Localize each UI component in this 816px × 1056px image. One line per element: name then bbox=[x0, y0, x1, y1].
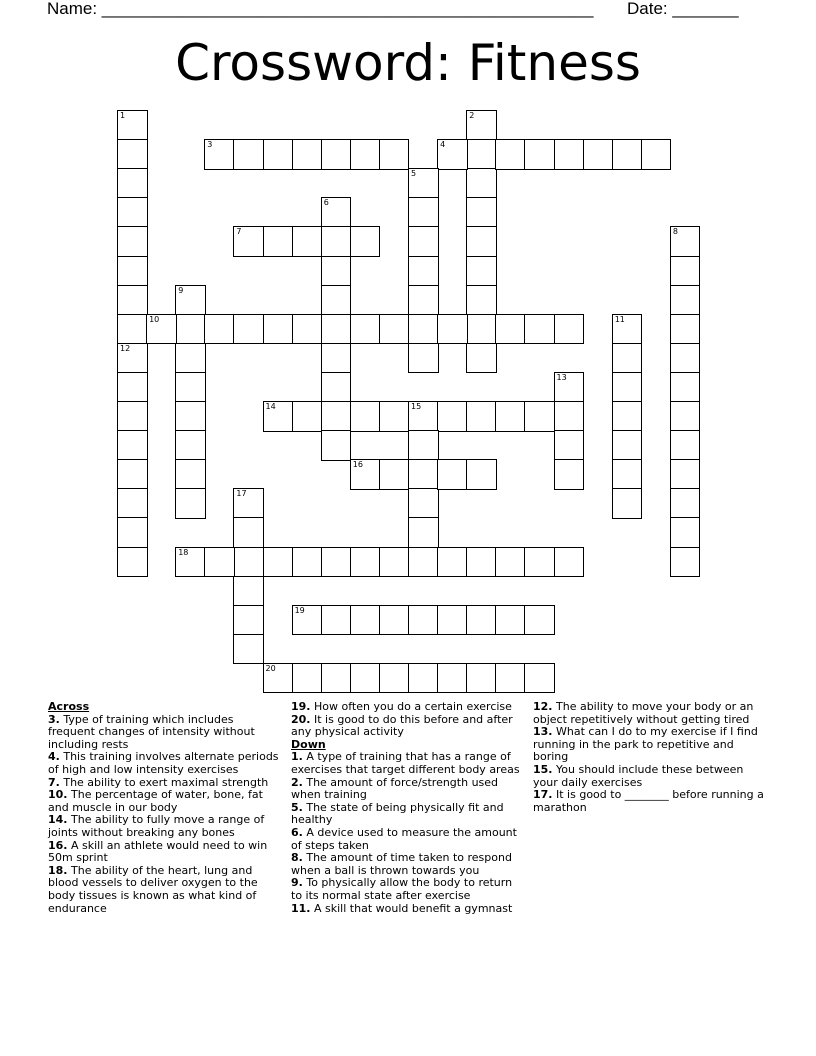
grid-cell[interactable] bbox=[408, 488, 439, 519]
grid-cell[interactable] bbox=[117, 168, 148, 199]
grid-cell[interactable] bbox=[670, 285, 701, 316]
grid-cell[interactable] bbox=[321, 285, 352, 316]
grid-cell[interactable] bbox=[524, 605, 555, 636]
grid-cell[interactable] bbox=[175, 430, 206, 461]
grid-cell[interactable] bbox=[379, 547, 410, 578]
grid-cell[interactable] bbox=[466, 285, 497, 316]
grid-cell[interactable] bbox=[175, 285, 206, 316]
clue-number: 12 bbox=[120, 343, 131, 353]
grid-cell[interactable] bbox=[233, 226, 264, 257]
grid-cell[interactable] bbox=[233, 576, 264, 607]
grid-cell[interactable] bbox=[612, 459, 643, 490]
grid-cell[interactable] bbox=[292, 401, 323, 432]
page-title: Crossword: Fitness bbox=[175, 34, 641, 92]
clue-number: 20 bbox=[265, 663, 276, 673]
grid-cell[interactable] bbox=[204, 314, 235, 345]
clue-number: 17 bbox=[236, 489, 247, 499]
grid-cell[interactable] bbox=[233, 605, 264, 636]
grid-cell[interactable] bbox=[612, 430, 643, 461]
grid-cell[interactable] bbox=[466, 110, 497, 141]
grid-cell[interactable] bbox=[670, 343, 701, 374]
grid-cell[interactable] bbox=[117, 459, 148, 490]
grid-cell[interactable] bbox=[408, 256, 439, 287]
clue-number: 11 bbox=[614, 314, 625, 324]
grid-cell[interactable] bbox=[263, 226, 294, 257]
clues-column-3 bbox=[533, 701, 769, 814]
grid-cell[interactable] bbox=[292, 314, 323, 345]
grid-cell[interactable] bbox=[495, 663, 526, 694]
grid-cell[interactable] bbox=[292, 139, 323, 170]
grid-cell[interactable] bbox=[117, 197, 148, 228]
grid-cell[interactable] bbox=[670, 488, 701, 519]
grid-cell[interactable] bbox=[466, 547, 497, 578]
grid-cell[interactable] bbox=[117, 401, 148, 432]
grid-cell[interactable] bbox=[466, 256, 497, 287]
grid-cell[interactable] bbox=[466, 197, 497, 228]
grid-cell[interactable] bbox=[495, 314, 526, 345]
grid-cell[interactable] bbox=[292, 226, 323, 257]
grid-cell[interactable] bbox=[321, 605, 352, 636]
grid-cell[interactable] bbox=[524, 401, 555, 432]
clue-down-11: 11. A skill that would benefit a gymnast bbox=[291, 901, 513, 915]
grid-cell[interactable] bbox=[350, 663, 381, 694]
grid-cell[interactable] bbox=[117, 430, 148, 461]
grid-cell[interactable] bbox=[350, 547, 381, 578]
grid-cell[interactable] bbox=[379, 401, 410, 432]
grid-cell[interactable] bbox=[408, 226, 439, 257]
clue-number: 2 bbox=[469, 111, 475, 120]
grid-cell[interactable] bbox=[524, 139, 555, 170]
grid-cell[interactable] bbox=[408, 401, 439, 432]
grid-cell[interactable] bbox=[408, 314, 439, 345]
grid-cell[interactable] bbox=[117, 547, 148, 578]
across-heading: Across bbox=[48, 700, 90, 713]
grid-cell[interactable] bbox=[612, 314, 643, 345]
grid-cell[interactable] bbox=[117, 517, 148, 548]
grid-cell[interactable] bbox=[408, 605, 439, 636]
grid-cell[interactable] bbox=[437, 459, 468, 490]
grid-cell[interactable] bbox=[263, 314, 294, 345]
grid-cell[interactable] bbox=[117, 343, 148, 374]
grid-cell[interactable] bbox=[321, 430, 352, 461]
grid-cell[interactable] bbox=[408, 459, 439, 490]
grid-cell[interactable] bbox=[350, 314, 381, 345]
grid-cell[interactable] bbox=[117, 226, 148, 257]
clue-down-9: 9. To physically allow the body to return to its normal state after exercise bbox=[291, 876, 513, 902]
clue-across-16: 16. A skill an athlete would need to win 50m sprint bbox=[48, 838, 268, 865]
grid-cell[interactable] bbox=[233, 547, 264, 578]
grid-cell[interactable] bbox=[117, 256, 148, 287]
grid-cell[interactable] bbox=[263, 663, 294, 694]
clue-number: 19 bbox=[294, 605, 305, 615]
grid-cell[interactable] bbox=[321, 314, 352, 345]
grid-cell[interactable] bbox=[466, 139, 497, 170]
clue-number: 5 bbox=[411, 169, 417, 179]
grid-cell[interactable] bbox=[670, 459, 701, 490]
grid-cell[interactable] bbox=[321, 197, 352, 228]
grid-cell[interactable] bbox=[524, 547, 555, 578]
clue-across-19: 19. How often you do a certain exercise bbox=[291, 700, 512, 713]
grid-cell[interactable] bbox=[175, 343, 206, 374]
clue-down-6: 6. A device used to measure the amount of steps taken bbox=[291, 825, 517, 852]
down-heading: Down bbox=[291, 737, 326, 751]
clue-down-5: 5. The state of being physically fit and healthy bbox=[291, 800, 504, 827]
grid-cell[interactable] bbox=[495, 605, 526, 636]
clue-number: 4 bbox=[440, 140, 446, 150]
grid-cell[interactable] bbox=[175, 547, 206, 578]
grid-cell[interactable] bbox=[495, 401, 526, 432]
grid-cell[interactable] bbox=[524, 314, 555, 345]
grid-cell[interactable] bbox=[408, 197, 439, 228]
clue-across-4: 4. This training involves alternate periods of high and low intensity exercises bbox=[48, 750, 279, 776]
grid-cell[interactable] bbox=[321, 139, 352, 170]
clue-across-10: 10. The percentage of water, bone, fat and muscle in our body bbox=[48, 788, 263, 814]
grid-cell[interactable] bbox=[117, 372, 148, 403]
grid-cell[interactable] bbox=[466, 663, 497, 694]
grid-cell[interactable] bbox=[495, 547, 526, 578]
grid-cell[interactable] bbox=[204, 547, 235, 578]
grid-cell[interactable] bbox=[466, 343, 497, 374]
grid-cell[interactable] bbox=[437, 401, 468, 432]
grid-cell[interactable] bbox=[437, 139, 468, 170]
clue-across-18: 18. The ability of the heart, lung and blood vessels to deliver oxygen to the body tissues is known as what kind of endurance bbox=[48, 863, 258, 915]
grid-cell[interactable] bbox=[670, 314, 701, 345]
grid-cell[interactable] bbox=[175, 488, 206, 519]
grid-cell[interactable] bbox=[379, 139, 410, 170]
grid-cell[interactable] bbox=[146, 314, 177, 345]
clue-number: 13 bbox=[556, 372, 567, 382]
grid-cell[interactable] bbox=[612, 401, 643, 432]
grid-cell[interactable] bbox=[350, 226, 381, 257]
grid-cell[interactable] bbox=[466, 401, 497, 432]
grid-cell[interactable] bbox=[641, 139, 672, 170]
clues-column-2 bbox=[291, 701, 523, 915]
grid-cell[interactable] bbox=[495, 139, 526, 170]
grid-cell[interactable] bbox=[321, 226, 352, 257]
grid-cell[interactable] bbox=[117, 285, 148, 316]
grid-cell[interactable] bbox=[175, 372, 206, 403]
clue-down-2: 2. The amount of force/strength used when training bbox=[291, 775, 499, 802]
grid-cell[interactable] bbox=[554, 547, 585, 578]
grid-cell[interactable] bbox=[554, 372, 585, 403]
grid-cell[interactable] bbox=[175, 401, 206, 432]
grid-cell[interactable] bbox=[350, 605, 381, 636]
grid-cell[interactable] bbox=[670, 256, 701, 287]
clue-number: 16 bbox=[352, 460, 363, 470]
grid-cell[interactable] bbox=[554, 401, 585, 432]
grid-cell[interactable] bbox=[583, 139, 614, 170]
clue-down-17: 17. It is good to ________ before running a marathon bbox=[533, 788, 764, 814]
grid-cell[interactable] bbox=[612, 488, 643, 519]
clue-number: 7 bbox=[236, 227, 242, 237]
grid-cell[interactable] bbox=[321, 663, 352, 694]
grid-cell[interactable] bbox=[292, 663, 323, 694]
grid-cell[interactable] bbox=[437, 314, 468, 345]
grid-cell[interactable] bbox=[466, 605, 497, 636]
grid-cell[interactable] bbox=[554, 314, 585, 345]
clue-number: 8 bbox=[672, 227, 678, 237]
grid-cell[interactable] bbox=[233, 488, 264, 519]
clue-down-15: 15. You should include these between your daily exercises bbox=[533, 762, 744, 789]
grid-cell[interactable] bbox=[233, 314, 264, 345]
grid-cell[interactable] bbox=[466, 314, 497, 345]
grid-cell[interactable] bbox=[321, 343, 352, 374]
grid-cell[interactable] bbox=[408, 547, 439, 578]
grid-cell[interactable] bbox=[612, 343, 643, 374]
grid-cell[interactable] bbox=[292, 605, 323, 636]
clue-number: 14 bbox=[265, 402, 276, 411]
clue-number: 10 bbox=[149, 314, 160, 324]
grid-cell[interactable] bbox=[670, 226, 701, 257]
grid-cell[interactable] bbox=[408, 168, 439, 199]
grid-cell[interactable] bbox=[263, 547, 294, 578]
grid-cell[interactable] bbox=[263, 139, 294, 170]
clue-down-13: 13. What can I do to my exercise if I find running in the park to repetitive and boring bbox=[533, 725, 758, 764]
clue-across-7: 7. The ability to exert maximal strength bbox=[48, 775, 269, 789]
clue-down-8: 8. The amount of time taken to respond when a ball is thrown towards you bbox=[291, 851, 512, 877]
clues-column-1 bbox=[48, 701, 280, 915]
grid-cell[interactable] bbox=[437, 547, 468, 578]
grid-cell[interactable] bbox=[437, 605, 468, 636]
clue-across-20: 20. It is good to do this before and after any physical activity bbox=[291, 712, 513, 739]
date-field[interactable]: Date: _______ bbox=[627, 0, 739, 18]
name-field[interactable]: Name: ____________________________________________________ bbox=[47, 0, 594, 18]
grid-cell[interactable] bbox=[175, 314, 206, 345]
grid-cell[interactable] bbox=[408, 517, 439, 548]
grid-cell[interactable] bbox=[117, 314, 148, 345]
grid-cell[interactable] bbox=[379, 314, 410, 345]
grid-cell[interactable] bbox=[350, 401, 381, 432]
grid-cell[interactable] bbox=[554, 139, 585, 170]
grid-cell[interactable] bbox=[263, 401, 294, 432]
grid-cell[interactable] bbox=[670, 517, 701, 548]
grid-cell[interactable] bbox=[321, 256, 352, 287]
grid-cell[interactable] bbox=[292, 547, 323, 578]
clue-number: 6 bbox=[323, 198, 329, 208]
grid-cell[interactable] bbox=[466, 168, 497, 199]
grid-cell[interactable] bbox=[670, 401, 701, 432]
grid-cell[interactable] bbox=[350, 459, 381, 490]
clue-number: 9 bbox=[178, 285, 184, 295]
grid-cell[interactable] bbox=[408, 343, 439, 374]
grid-cell[interactable] bbox=[117, 488, 148, 519]
grid-cell[interactable] bbox=[524, 663, 555, 694]
clue-number: 15 bbox=[411, 402, 422, 411]
grid-cell[interactable] bbox=[408, 430, 439, 461]
grid-cell[interactable] bbox=[379, 459, 410, 490]
grid-cell[interactable] bbox=[554, 459, 585, 490]
clue-across-14: 14. The ability to fully move a range of joints without breaking any bones bbox=[48, 813, 265, 839]
grid-cell[interactable] bbox=[117, 139, 148, 170]
grid-cell[interactable] bbox=[117, 110, 148, 141]
clue-number: 18 bbox=[178, 547, 189, 557]
grid-cell[interactable] bbox=[233, 517, 264, 548]
grid-cell[interactable] bbox=[466, 459, 497, 490]
clue-across-3: 3. Type of training which includes frequent changes of intensity without including rests bbox=[48, 712, 255, 751]
grid-cell[interactable] bbox=[670, 547, 701, 578]
grid-cell[interactable] bbox=[175, 459, 206, 490]
grid-cell[interactable] bbox=[670, 372, 701, 403]
grid-cell[interactable] bbox=[204, 139, 235, 170]
grid-cell[interactable] bbox=[321, 547, 352, 578]
clue-down-1: 1. A type of training that has a range of exercises that target different body areas bbox=[291, 750, 520, 776]
grid-cell[interactable] bbox=[233, 634, 264, 665]
grid-cell[interactable] bbox=[379, 663, 410, 694]
clue-number: 1 bbox=[120, 111, 126, 120]
grid-cell[interactable] bbox=[554, 430, 585, 461]
clue-number: 3 bbox=[207, 140, 213, 150]
grid-cell[interactable] bbox=[466, 226, 497, 257]
grid-cell[interactable] bbox=[408, 663, 439, 694]
grid-cell[interactable] bbox=[437, 663, 468, 694]
grid-cell[interactable] bbox=[612, 139, 643, 170]
grid-cell[interactable] bbox=[408, 285, 439, 316]
grid-cell[interactable] bbox=[612, 372, 643, 403]
grid-cell[interactable] bbox=[321, 372, 352, 403]
grid-cell[interactable] bbox=[350, 139, 381, 170]
grid-cell[interactable] bbox=[233, 139, 264, 170]
clue-down-12: 12. The ability to move your body or an object repetitively without getting tired bbox=[533, 700, 754, 726]
grid-cell[interactable] bbox=[670, 430, 701, 461]
grid-cell[interactable] bbox=[379, 605, 410, 636]
grid-cell[interactable] bbox=[321, 401, 352, 432]
